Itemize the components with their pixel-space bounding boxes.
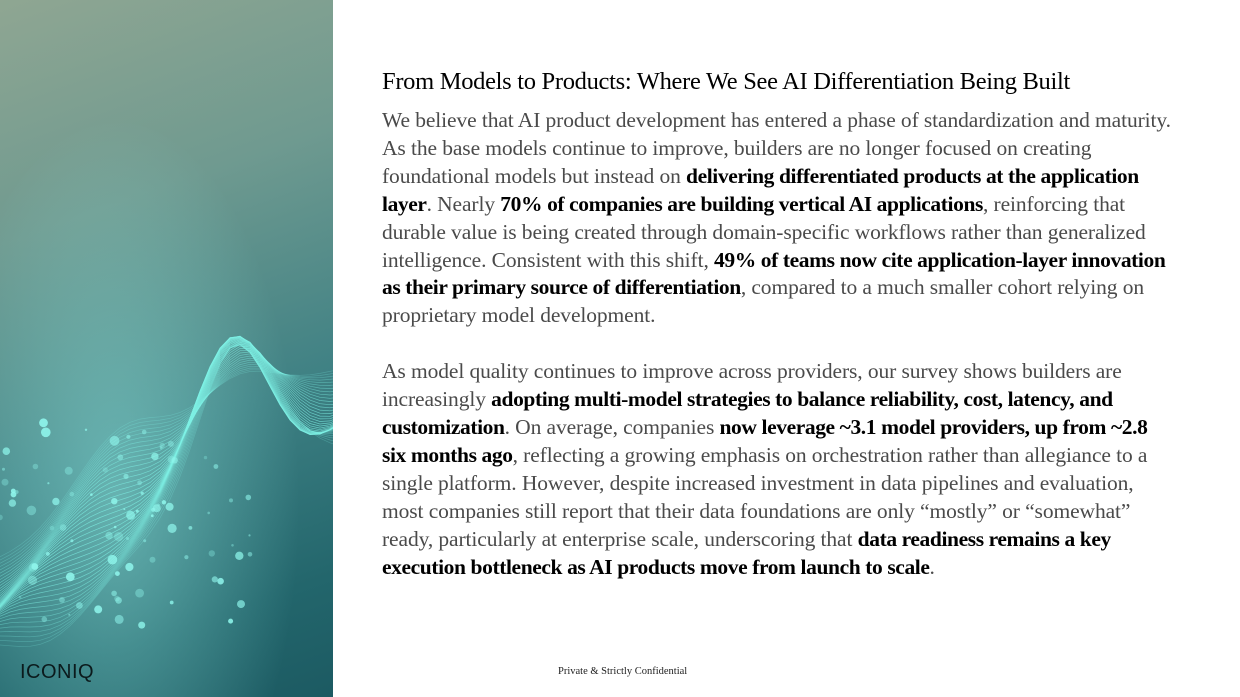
wave-dot (114, 596, 120, 602)
wave-dot (189, 526, 193, 530)
abstract-wave-art (0, 0, 333, 697)
wave-dot (151, 453, 158, 460)
wave-dot (168, 441, 174, 447)
wave-dot (60, 524, 67, 531)
paragraph-1-text: We believe that AI product development has entered a phase of standardization and maturity. As the base models continue to improve, builders are no longer focused on creating foundational models but instead on (382, 108, 1171, 188)
wave-dot (59, 597, 65, 603)
wave-dot (103, 467, 108, 472)
wave-dot (39, 418, 48, 427)
paragraph-1-text: . Nearly (426, 191, 501, 216)
paragraph-2-highlight: now leverage ~3.1 model providers, up from ~2.8 six months ago (382, 415, 1148, 467)
wave-dot (47, 482, 49, 484)
wave-dot (168, 524, 177, 533)
wave-dot (168, 456, 175, 463)
paragraph-2-text: . On average, companies (504, 415, 720, 440)
wave-dot (157, 504, 160, 507)
wave-dot (70, 492, 75, 497)
wave-dot (123, 508, 125, 510)
wave-dot (166, 503, 174, 511)
wave-dot (151, 514, 154, 517)
wave-dot (90, 493, 93, 496)
wave-dot (235, 552, 243, 560)
wave-dot (126, 511, 135, 520)
paragraph-2-text: . (929, 554, 935, 579)
wave-dot (11, 489, 16, 494)
wave-dot (27, 506, 37, 516)
paragraph-2-highlight: data readiness remains a key execution bottleneck as AI products move from launch to scale (382, 526, 1111, 579)
wave-dot (237, 600, 245, 608)
wave-dot (204, 456, 207, 459)
wave-dot (115, 571, 120, 576)
paragraph-1-highlight: delivering differentiated products at the application layer (382, 163, 1139, 216)
wave-dot (228, 619, 233, 624)
wave-dot (141, 492, 144, 495)
paragraph-1-highlight: 49% of teams now cite application-layer innovation as their primary source of differentiation (382, 247, 1166, 300)
wave-dot (110, 436, 120, 446)
wave-dot (123, 474, 128, 479)
wave-dot (2, 479, 9, 486)
wave-dot (42, 617, 48, 623)
paragraph-multi-model (382, 358, 1172, 581)
wave-dot (33, 464, 39, 470)
wave-dot (41, 428, 51, 438)
wave-dot (125, 563, 133, 571)
wave-dot (31, 563, 38, 570)
wave-dot (108, 555, 118, 565)
wave-dot (85, 429, 87, 431)
wave-dot (229, 498, 233, 502)
wave-dot (114, 532, 123, 541)
wave-dot (28, 576, 37, 585)
wave-dot (142, 430, 147, 435)
paragraph-2-highlight: adopting multi-model strategies to balance reliability, cost, latency, and customization (382, 387, 1113, 440)
wave-dot (76, 602, 83, 609)
wave-dot (126, 435, 130, 439)
wave-dot (66, 572, 75, 581)
wave-dot (111, 498, 117, 504)
wave-dot (94, 605, 102, 613)
wave-dot (212, 576, 218, 582)
wave-dot (105, 532, 112, 539)
wave-dot (160, 447, 163, 450)
wave-dot (2, 468, 5, 471)
wave-dot (43, 428, 46, 431)
page-title: From Models to Products: Where We See AI Differentiation Being Built (382, 68, 1071, 95)
wave-dot (136, 510, 139, 513)
wave-dot (3, 447, 11, 455)
wave-dot (184, 555, 188, 559)
wave-dot (65, 467, 73, 475)
paragraph-1-highlight: 70% of companies are building vertical AI applications (500, 191, 983, 216)
paragraph-1-text: , compared to a much smaller cohort relying on proprietary model development. (382, 275, 1144, 328)
wave-dot (209, 550, 215, 556)
wave-dot (19, 596, 22, 599)
wave-dot (170, 601, 174, 605)
paragraph-2-text: , reflecting a growing emphasis on orchestration rather than allegiance to a single platform. However, despite increased investment in data pipelines and evaluation, most companies still report that their data foundations are only “mostly” or “somewhat” ready, particularly at enterprise scale, underscoring that (382, 442, 1148, 551)
left-image-panel (0, 0, 333, 697)
wave-dot (111, 591, 117, 597)
wave-dot (137, 480, 142, 485)
paragraph-2-text: As model quality continues to improve across providers, our survey shows builders are increasingly (382, 359, 1122, 412)
main-content (382, 67, 1172, 582)
wave-dot (246, 495, 252, 501)
wave-dot (248, 534, 250, 536)
paragraph-models-to-products (382, 107, 1172, 330)
wave-dot (162, 500, 166, 504)
wave-dot (248, 552, 253, 557)
wave-dot (117, 454, 123, 460)
paragraph-1-text: , reinforcing that durable value is being created through domain-specific workflows rather than generalized intelligence. Consistent with this shift, (382, 191, 1146, 272)
wave-dot (138, 622, 145, 629)
wave-dot (114, 526, 117, 529)
wave-dot (9, 499, 16, 506)
wave-dot (52, 498, 59, 505)
wave-dot (46, 552, 50, 556)
wave-dot (50, 526, 55, 531)
wave-dot (207, 512, 210, 515)
confidentiality-footer: Private & Strictly Confidential (558, 666, 688, 677)
wave-dot (214, 464, 219, 469)
wave-dot (150, 557, 156, 563)
wave-dot (135, 589, 144, 598)
wave-dot (217, 578, 224, 585)
wave-dot (231, 544, 234, 547)
wave-dot (143, 539, 146, 542)
wave-dot (115, 615, 124, 624)
wave-dot (68, 614, 70, 616)
wave-dot (126, 537, 129, 540)
iconiq-logo: ICONIQ (20, 661, 95, 683)
wave-dot (70, 539, 73, 542)
